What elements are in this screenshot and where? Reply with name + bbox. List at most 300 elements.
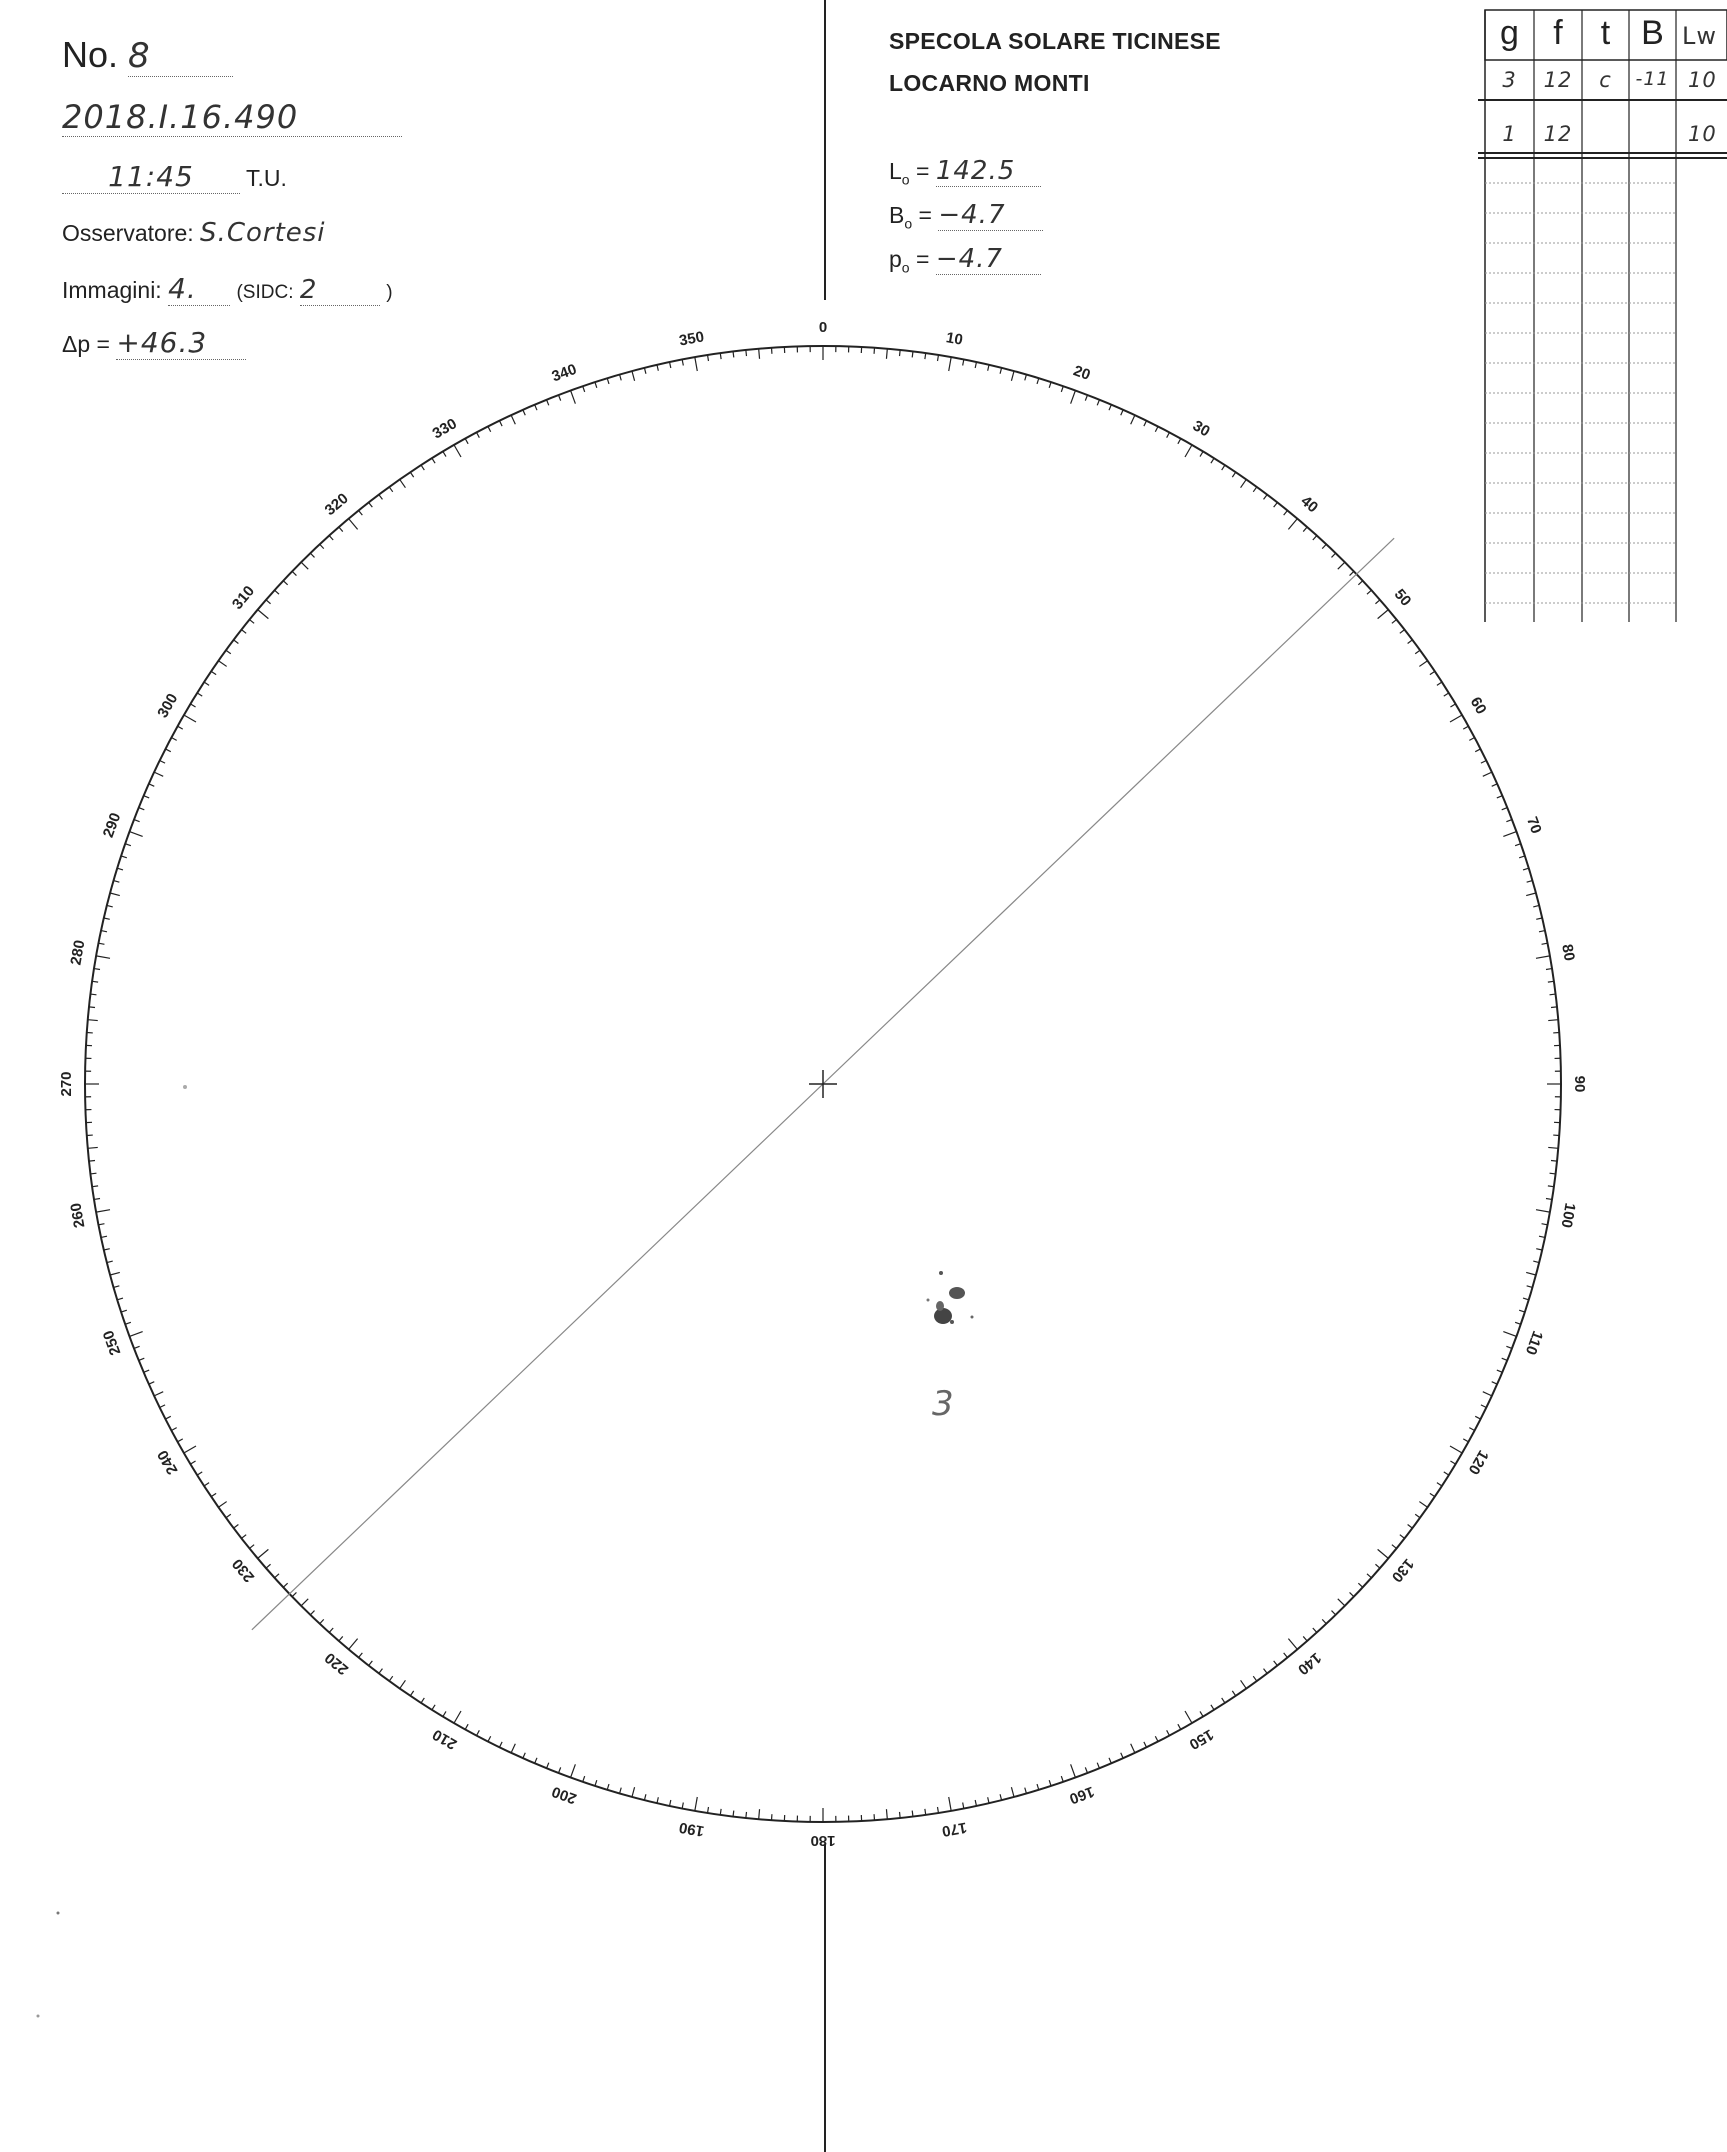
scale-tick	[1167, 432, 1170, 437]
scale-tick	[92, 1186, 98, 1187]
scale-tick	[1338, 1599, 1345, 1606]
table-header-g: g	[1500, 14, 1519, 52]
scale-label-250: 250	[99, 1328, 125, 1358]
scale-tick	[547, 400, 549, 406]
scale-label-200: 200	[549, 1782, 579, 1808]
scale-tick	[234, 1525, 239, 1529]
scale-tick	[114, 1286, 120, 1288]
scale-tick	[1430, 1493, 1435, 1496]
scale-tick	[329, 1628, 333, 1632]
scale-label-60: 60	[1466, 694, 1490, 718]
scale-tick	[241, 1535, 246, 1539]
scale-tick	[708, 1807, 709, 1813]
observation-date-value: 2018.I.16.490	[62, 98, 299, 136]
scale-label-100: 100	[1557, 1201, 1579, 1230]
scale-tick	[1408, 1525, 1413, 1529]
scale-tick	[535, 405, 537, 411]
scale-tick	[1550, 1173, 1556, 1174]
scale-tick	[1450, 715, 1462, 722]
scale-tick	[117, 1298, 123, 1300]
scale-tick	[657, 1797, 658, 1803]
scale-tick	[432, 458, 435, 463]
table-ruled-lines	[1485, 183, 1676, 603]
scale-tick	[410, 1691, 413, 1696]
scale-tick	[1497, 796, 1503, 798]
scale-tick	[1419, 661, 1427, 667]
scale-tick	[1011, 371, 1014, 381]
scale-tick	[125, 1322, 131, 1324]
scale-tick	[488, 1736, 491, 1741]
sidc-label: (SIDC:	[236, 282, 294, 303]
scale-tick	[733, 1811, 734, 1817]
scale-tick	[1463, 726, 1468, 729]
scale-tick	[607, 1784, 609, 1790]
scale-tick	[1469, 1428, 1474, 1431]
scale-tick	[595, 1780, 597, 1786]
scale-tick	[759, 349, 760, 359]
scale-tick	[320, 544, 324, 548]
scale-tick	[88, 1020, 98, 1021]
scale-tick	[912, 352, 913, 358]
scale-tick	[110, 1272, 120, 1275]
scale-tick	[310, 553, 314, 557]
scale-tick	[400, 479, 406, 487]
scale-tick	[1463, 1439, 1468, 1442]
scale-tick	[975, 362, 976, 368]
scale-tick	[134, 820, 140, 822]
scale-tick	[963, 360, 964, 366]
sheet-number-field	[62, 34, 233, 77]
scale-tick	[218, 661, 226, 667]
scale-label-240: 240	[154, 1447, 182, 1478]
scale-tick	[1542, 943, 1548, 944]
scale-tick	[1097, 400, 1099, 406]
scale-tick	[99, 943, 105, 944]
scale-tick	[349, 519, 358, 530]
scale-tick	[583, 1776, 585, 1782]
scale-tick	[1178, 1724, 1181, 1729]
table-row-1-g: 3	[1502, 68, 1517, 92]
scale-tick	[89, 1161, 95, 1162]
scale-tick	[292, 1592, 296, 1596]
p0-sub: o	[901, 259, 910, 276]
scale-tick	[1506, 1346, 1512, 1348]
scale-tick	[184, 1446, 196, 1453]
scale-tick	[421, 1698, 424, 1703]
scale-tick	[1322, 1619, 1326, 1623]
scale-tick	[339, 1636, 343, 1641]
table-header-B: B	[1641, 14, 1664, 52]
scale-tick	[1131, 415, 1135, 424]
scale-label-20: 20	[1071, 362, 1093, 384]
scale-label-130: 130	[1387, 1555, 1418, 1586]
scale-tick	[1222, 1698, 1225, 1703]
scale-tick	[389, 487, 393, 492]
scale-tick	[1519, 1310, 1525, 1312]
scale-tick	[720, 353, 721, 359]
scale-tick	[117, 868, 123, 870]
scale-tick	[1071, 391, 1076, 404]
scale-tick	[234, 640, 239, 644]
scale-tick	[1437, 1483, 1442, 1486]
scale-tick	[477, 1730, 480, 1735]
scale-tick	[258, 610, 269, 619]
scale-tick	[925, 353, 926, 359]
scale-tick	[369, 502, 373, 507]
scale-tick	[1025, 1788, 1027, 1794]
scale-tick	[379, 1669, 383, 1674]
p0-value: −4.7	[936, 244, 1041, 275]
scale-tick	[107, 905, 113, 906]
scale-tick	[1049, 382, 1051, 388]
scale-tick	[886, 1809, 887, 1819]
table-row-1-f: 12	[1543, 68, 1573, 92]
scale-tick	[226, 650, 231, 654]
scale-tick	[1367, 1574, 1371, 1578]
scale-tick	[421, 465, 424, 470]
scale-tick	[1313, 1628, 1317, 1632]
observer-field	[62, 218, 326, 248]
scale-label-10: 10	[944, 329, 965, 349]
scale-tick	[644, 1794, 645, 1800]
scale-tick	[1378, 610, 1389, 619]
scale-tick	[1437, 682, 1442, 685]
scale-tick	[1533, 1261, 1539, 1262]
scale-tick	[746, 350, 747, 356]
scale-tick	[443, 1711, 446, 1716]
scale-tick	[249, 620, 254, 624]
scale-tick	[900, 350, 901, 356]
scale-label-170: 170	[940, 1818, 969, 1840]
scale-tick	[632, 371, 635, 381]
scale-tick	[1109, 405, 1111, 411]
scale-tick	[88, 1147, 98, 1148]
scale-tick	[571, 1764, 576, 1777]
scale-label-40: 40	[1297, 492, 1322, 517]
scale-tick	[988, 365, 989, 371]
scale-tick	[1025, 375, 1027, 381]
B0-field: $B_o = -4.7$	[889, 200, 1043, 232]
scale-tick	[695, 1797, 697, 1811]
scale-tick	[301, 1599, 308, 1606]
scale-tick	[499, 421, 502, 426]
scale-label-90: 90	[1571, 1075, 1589, 1093]
scale-tick	[886, 349, 887, 359]
scale-tick	[1264, 1669, 1268, 1674]
scale-tick	[547, 1763, 549, 1769]
scale-tick	[241, 630, 246, 634]
scale-tick	[310, 1611, 314, 1615]
scale-tick	[1284, 1653, 1288, 1658]
scale-tick	[511, 1744, 515, 1753]
scale-tick	[1144, 421, 1147, 426]
scale-tick	[1503, 832, 1516, 837]
scale-tick	[583, 386, 585, 392]
scale-label-300: 300	[154, 690, 182, 721]
scale-tick	[1037, 378, 1039, 384]
scale-tick	[258, 1549, 269, 1558]
scale-tick	[432, 1705, 435, 1710]
scale-label-320: 320	[321, 489, 352, 520]
table-row-1-B: -11	[1635, 68, 1670, 90]
L0-sub: o	[901, 171, 910, 188]
scale-tick	[1000, 1794, 1001, 1800]
scale-tick	[443, 451, 446, 456]
scale-tick	[190, 704, 195, 707]
delta-p-value: +46.3	[116, 326, 246, 360]
scale-label-330: 330	[429, 415, 460, 443]
scale-tick	[644, 368, 645, 374]
scale-tick	[165, 1416, 170, 1419]
scale-tick	[410, 472, 413, 477]
scale-label-280: 280	[67, 938, 89, 967]
scale-tick	[1502, 808, 1508, 810]
scale-tick	[114, 881, 120, 883]
B0-label: B	[889, 202, 905, 228]
scale-tick	[1200, 451, 1203, 456]
scale-tick	[477, 432, 480, 437]
scale-tick	[1211, 458, 1214, 463]
scale-tick	[1331, 1611, 1335, 1615]
scale-tick	[523, 410, 525, 415]
scale-tick	[571, 391, 576, 404]
scale-tick	[1222, 465, 1225, 470]
scale-tick	[1548, 1020, 1558, 1021]
scale-tick	[160, 1405, 165, 1408]
scale-tick	[92, 981, 98, 982]
L0-label: L	[889, 158, 902, 184]
scale-tick	[144, 1370, 150, 1372]
scale-tick	[1536, 918, 1542, 919]
scale-tick	[149, 1382, 154, 1384]
scale-tick	[1475, 1416, 1480, 1419]
scale-tick	[283, 1583, 287, 1587]
scale-tick	[695, 357, 697, 371]
scale-tick	[389, 1676, 393, 1681]
scale-tick	[1264, 495, 1268, 500]
scale-tick	[1144, 1742, 1147, 1747]
scale-label-340: 340	[549, 360, 579, 386]
scale-tick	[1506, 820, 1512, 822]
scale-tick	[96, 956, 110, 958]
scale-tick	[1274, 1661, 1278, 1666]
scale-tick	[204, 682, 209, 685]
scale-tick	[1469, 738, 1474, 741]
scale-tick	[139, 1358, 145, 1360]
scale-tick	[1185, 445, 1192, 457]
sheet-number-label: No.	[62, 34, 119, 75]
scale-tick	[1548, 981, 1554, 982]
observatory-location: LOCARNO MONTI	[889, 70, 1090, 96]
scale-tick	[759, 1809, 760, 1819]
scale-tick	[1400, 1535, 1405, 1539]
scale-tick	[165, 749, 170, 752]
scale-label-70: 70	[1523, 814, 1545, 836]
scale-tick	[1415, 650, 1420, 654]
scale-tick	[1037, 1784, 1039, 1790]
scale-tick	[1392, 620, 1397, 624]
scale-label-110: 110	[1521, 1328, 1547, 1358]
scale-tick	[1232, 1691, 1235, 1696]
scale-tick	[1444, 1472, 1449, 1475]
scale-tick	[708, 355, 709, 361]
scale-tick	[535, 1758, 537, 1764]
observatory-name: SPECOLA SOLARE TICINESE	[889, 28, 1221, 54]
scale-tick	[1515, 1322, 1521, 1324]
scale-label-290: 290	[99, 810, 125, 840]
scale-tick	[134, 1346, 140, 1348]
B0-value: −4.7	[938, 200, 1043, 231]
scale-tick	[949, 1797, 951, 1811]
scale-tick	[1322, 544, 1326, 548]
scale-tick	[1211, 1705, 1214, 1710]
sidc-close: )	[386, 282, 393, 303]
scale-tick	[1536, 956, 1550, 958]
scale-tick	[1253, 487, 1257, 492]
scale-tick	[1061, 386, 1063, 392]
scale-tick	[89, 1007, 95, 1008]
scale-tick	[94, 969, 100, 970]
scale-tick	[1375, 600, 1380, 604]
scale-label-160: 160	[1067, 1782, 1097, 1808]
scale-tick	[125, 844, 131, 846]
scale-tick	[249, 1545, 254, 1549]
scale-tick	[275, 590, 279, 594]
scale-tick	[171, 738, 176, 741]
group-number-label: 3	[932, 1384, 954, 1424]
scale-tick	[1527, 1286, 1533, 1288]
scale-tick	[1011, 1787, 1014, 1797]
scale-tick	[1185, 1711, 1192, 1723]
scale-tick	[91, 994, 97, 995]
scale-label-350: 350	[677, 328, 706, 350]
scale-tick	[107, 1261, 113, 1262]
L0-field: $L_o = 142.5$	[889, 156, 1041, 188]
scale-tick	[226, 1514, 231, 1518]
scale-tick	[1523, 868, 1529, 870]
scale-tick	[499, 1742, 502, 1747]
scale-tick	[657, 365, 658, 371]
scale-tick	[400, 1680, 406, 1688]
scale-tick	[178, 726, 183, 729]
scale-tick	[454, 445, 461, 457]
scale-tick	[1550, 994, 1556, 995]
scale-tick	[91, 1173, 97, 1174]
scale-label-270: 270	[57, 1071, 75, 1097]
scale-tick	[1155, 426, 1158, 431]
scale-tick	[329, 536, 333, 540]
scale-tick	[154, 772, 163, 776]
scale-tick	[1097, 1763, 1099, 1769]
delta-p-label: Δp =	[62, 331, 110, 357]
observation-time-field	[62, 160, 287, 194]
scale-tick	[1071, 1764, 1076, 1777]
scale-tick	[160, 760, 165, 763]
group-table-grid	[1478, 10, 1727, 622]
sheet-number-value: 8	[128, 36, 233, 77]
scale-tick	[104, 918, 110, 919]
scale-tick	[632, 1787, 635, 1797]
scale-tick	[197, 693, 202, 696]
scale-tick	[1539, 1236, 1545, 1237]
scale-tick	[1378, 1549, 1389, 1558]
scale-tick	[1303, 1636, 1307, 1641]
scale-tick	[379, 495, 383, 500]
scale-tick	[975, 1800, 976, 1806]
scale-tick	[620, 375, 622, 381]
scale-tick	[218, 1502, 226, 1508]
table-row-2-Lw: 10	[1688, 122, 1717, 146]
scale-tick	[1492, 784, 1497, 786]
scale-tick	[559, 395, 561, 401]
scale-tick	[488, 426, 491, 431]
scale-tick	[1483, 772, 1492, 776]
scale-tick	[1533, 905, 1539, 906]
scale-tick	[1539, 931, 1545, 932]
observation-time-value: 11:45	[62, 160, 240, 194]
scale-tick	[454, 1711, 461, 1723]
scale-tick	[1515, 844, 1521, 846]
scale-tick	[101, 931, 107, 932]
scale-label-210: 210	[429, 1725, 460, 1753]
table-row-1-t: c	[1599, 68, 1612, 92]
scale-tick	[912, 1811, 913, 1817]
scale-label-230: 230	[228, 1555, 259, 1586]
scale-tick	[1523, 1298, 1529, 1300]
scale-tick	[1232, 472, 1235, 477]
scale-tick	[1497, 1370, 1503, 1372]
scale-label-260: 260	[67, 1201, 89, 1230]
scale-tick	[1526, 893, 1536, 896]
scale-tick	[339, 527, 343, 532]
scale-tick	[1450, 1461, 1455, 1464]
scale-tick	[1241, 479, 1247, 487]
time-unit-label: T.U.	[245, 165, 287, 191]
observer-value: S.Cortesi	[200, 218, 326, 248]
scale-tick	[1085, 395, 1087, 401]
table-row-2-f: 12	[1543, 122, 1573, 146]
scale-tick	[511, 415, 515, 424]
scale-tick	[320, 1619, 324, 1623]
scale-label-50: 50	[1390, 585, 1415, 610]
scale-tick	[963, 1803, 964, 1809]
scale-tick	[1338, 562, 1345, 569]
images-field	[62, 272, 393, 306]
scale-tick	[1536, 1249, 1542, 1250]
scale-tick	[595, 382, 597, 388]
scale-tick	[96, 1210, 110, 1212]
scale-tick	[101, 1236, 107, 1237]
scale-tick	[465, 439, 468, 444]
scale-tick	[1358, 1583, 1362, 1587]
scale-label-120: 120	[1464, 1447, 1492, 1478]
scale-tick	[1551, 1007, 1557, 1008]
scale-tick	[121, 856, 127, 858]
scale-tick	[1167, 1730, 1170, 1735]
scale-tick	[682, 1803, 683, 1809]
table-row-1-Lw: 10	[1688, 68, 1717, 92]
scale-tick	[266, 600, 271, 604]
scale-tick	[1303, 527, 1307, 532]
scale-tick	[121, 1310, 127, 1312]
scale-tick	[130, 1332, 143, 1337]
scale-tick	[1358, 581, 1362, 585]
scale-tick	[523, 1753, 525, 1758]
scale-tick	[369, 1661, 373, 1666]
table-header-Lw: Lw	[1682, 22, 1717, 50]
scale-tick	[1492, 1382, 1497, 1384]
scale-tick	[99, 1224, 105, 1225]
